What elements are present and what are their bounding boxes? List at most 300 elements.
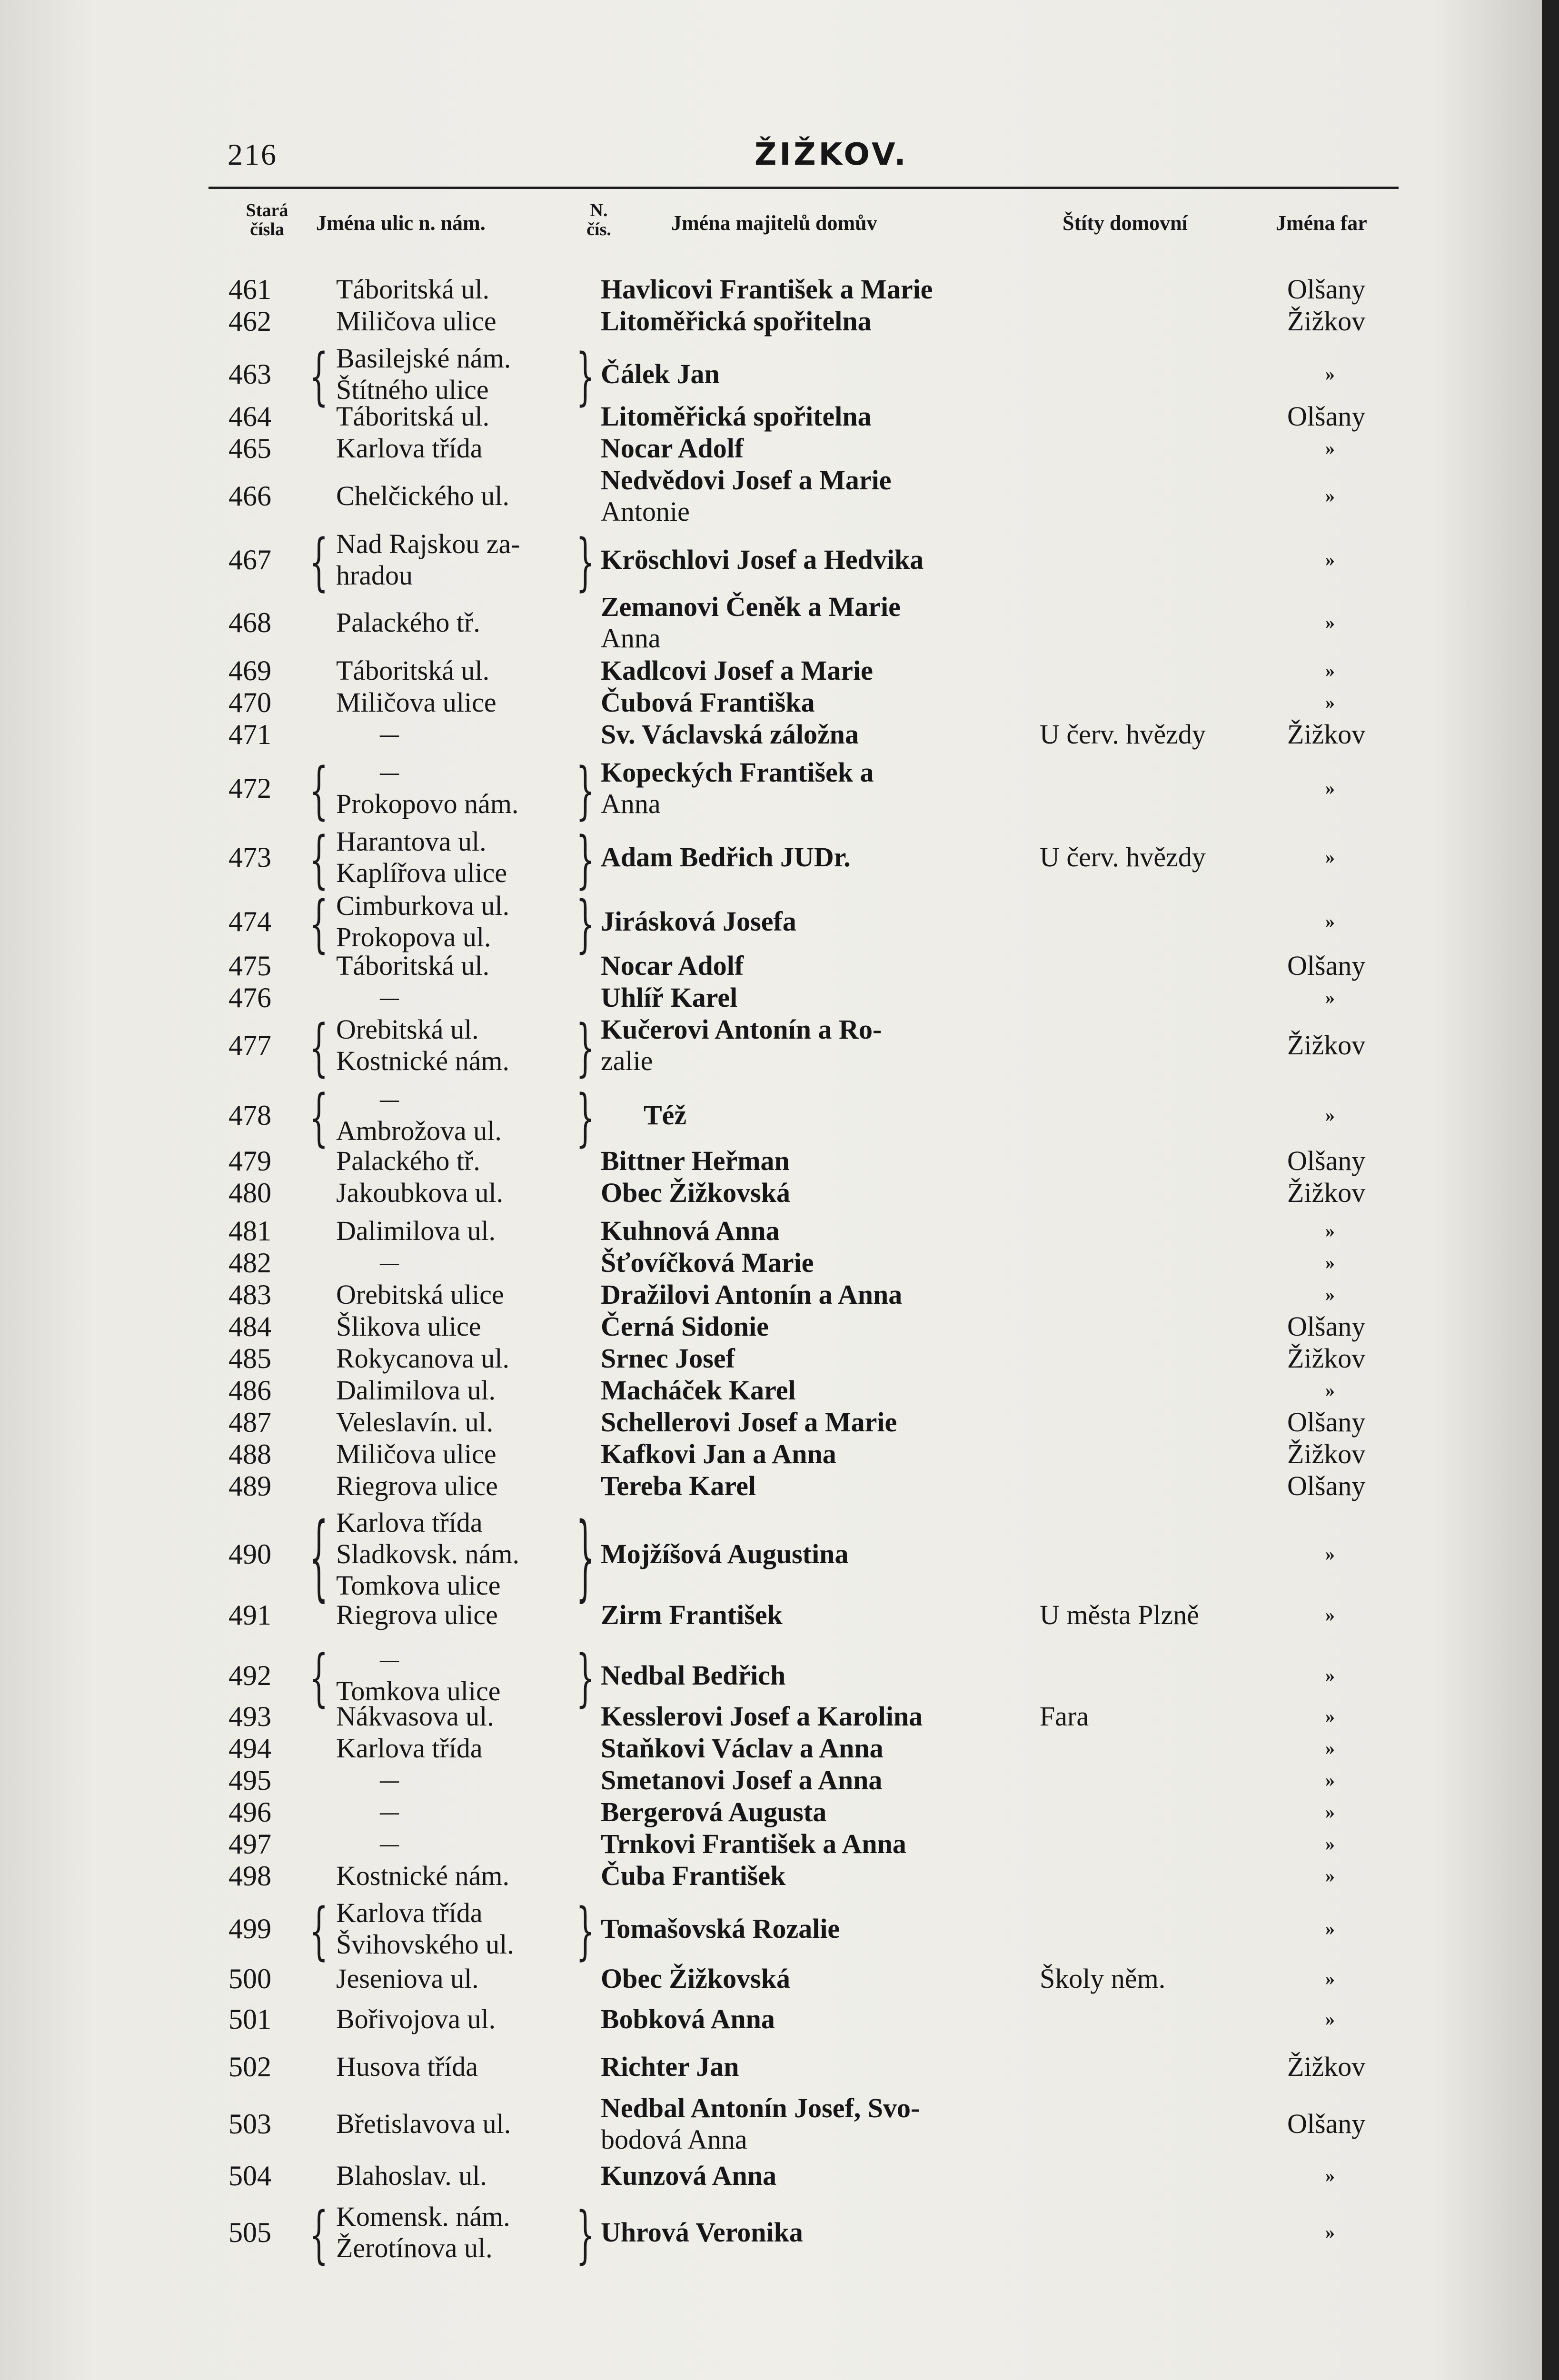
owner-cell	[601, 1796, 1020, 1828]
left-brace: {	[309, 1894, 328, 1967]
street-name: Nákvasova ul.	[336, 1701, 494, 1732]
owner-name: Kröschlovi Josef a Hedvika	[601, 544, 924, 575]
street-name: Cimburkova ul.	[336, 890, 510, 921]
owner-name: Havlicovi František a Marie	[601, 274, 933, 305]
street-name: —	[380, 762, 399, 783]
old-house-number: 468	[228, 607, 271, 638]
owner-name: Schellerovi Josef a Marie	[601, 1407, 897, 1438]
right-brace: }	[576, 339, 595, 413]
street-name: Veleslavín. ul.	[336, 1407, 494, 1438]
right-brace: }	[576, 1502, 595, 1612]
old-house-number: 487	[228, 1407, 271, 1438]
old-house-number: 484	[228, 1311, 271, 1342]
column-header-old-number	[241, 201, 293, 239]
street-name: Břetislavova ul.	[336, 2108, 511, 2139]
street-name: Ambrožova ul.	[336, 1115, 502, 1146]
street-cell	[336, 1407, 603, 1438]
left-brace: {	[309, 1502, 328, 1612]
street-name: —	[380, 1252, 399, 1273]
house-sign: U červ. hvězdy	[1040, 842, 1206, 873]
old-house-number: 467	[228, 544, 271, 575]
parish-name: »	[1325, 485, 1335, 506]
column-header-new-number-line2: čís.	[586, 219, 611, 239]
street-cell	[336, 890, 603, 953]
owner-name: Srnec Josef	[601, 1343, 735, 1374]
parish-name: »	[1325, 1801, 1335, 1823]
owner-name: Anna	[601, 788, 661, 819]
street-name: Táboritská ul.	[336, 274, 490, 305]
owner-name: Nocar Adolf	[601, 433, 744, 464]
owner-cell	[601, 1438, 1020, 1470]
owner-name: Čuba František	[601, 1860, 786, 1891]
parish-name: »	[1325, 777, 1335, 799]
parish-name: »	[1325, 660, 1335, 681]
street-cell	[336, 2201, 603, 2264]
owner-cell	[601, 655, 1020, 686]
owner-cell	[601, 982, 1020, 1013]
street-name: Tomkova ulice	[336, 1676, 501, 1706]
old-house-number: 505	[228, 2217, 271, 2248]
old-house-number: 466	[228, 480, 271, 512]
right-brace: }	[576, 1641, 595, 1714]
owner-name: Sv. Václavská záložna	[601, 719, 859, 750]
street-cell	[336, 1215, 603, 1247]
street-cell	[336, 1375, 603, 1406]
street-cell	[336, 1765, 603, 1796]
house-sign: U města Plzně	[1040, 1599, 1200, 1630]
owner-cell	[601, 1860, 1020, 1892]
street-name: —	[380, 1769, 399, 1791]
owner-cell	[601, 1014, 1020, 1077]
left-brace: {	[309, 525, 328, 598]
old-house-number: 496	[228, 1796, 271, 1828]
parish-name: Žižkov	[1287, 1343, 1366, 1374]
street-cell	[336, 1507, 603, 1601]
street-name: Blahoslav. ul.	[336, 2160, 487, 2191]
parish-name: »	[1325, 1220, 1335, 1241]
parish-name: Žižkov	[1287, 2051, 1366, 2082]
column-header-new-number-line1: N.	[590, 200, 608, 220]
owner-name: Trnkovi František a Anna	[601, 1828, 906, 1859]
owner-name: Nedbal Antonín Josef, Svo-	[601, 2092, 920, 2123]
street-name: —	[380, 724, 399, 745]
owner-name: Staňkovi Václav a Anna	[601, 1733, 884, 1764]
street-cell	[336, 1438, 603, 1470]
street-name: Harantova ul.	[336, 826, 487, 857]
street-name: Riegrova ulice	[336, 1470, 498, 1501]
old-house-number: 462	[228, 306, 271, 337]
owner-name: Černá Sidonie	[601, 1311, 769, 1342]
street-name: Rokycanova ul.	[336, 1343, 510, 1374]
owner-name: Litoměřická spořitelna	[601, 306, 872, 337]
parish-name: »	[1325, 1665, 1335, 1686]
owner-cell	[601, 906, 1020, 937]
street-name: Karlova třída	[336, 1897, 483, 1928]
owner-cell	[601, 1470, 1020, 1502]
street-name: Táboritská ul.	[336, 655, 490, 686]
parish-name: »	[1325, 1865, 1335, 1886]
owner-name: Kafkovi Jan a Anna	[601, 1438, 836, 1469]
parish-name: »	[1325, 1769, 1335, 1791]
street-name: Chelčického ul.	[336, 480, 510, 511]
parish-name: Olšany	[1287, 1311, 1366, 1342]
street-cell	[336, 950, 603, 982]
street-cell	[336, 719, 603, 750]
column-header-old-number-line1: Stará	[246, 200, 288, 220]
old-house-number: 474	[228, 906, 271, 937]
owner-name: Kadlcovi Josef a Marie	[601, 655, 873, 686]
left-brace: {	[309, 2198, 328, 2271]
owner-name: Tomašovská Rozalie	[601, 1913, 840, 1944]
owner-cell	[601, 306, 1020, 337]
owner-name: Mojžíšová Augustina	[601, 1538, 849, 1569]
street-cell	[336, 1311, 603, 1342]
parish-name: »	[1325, 1104, 1335, 1126]
street-cell	[336, 1279, 603, 1310]
owner-name: Obec Žižkovská	[601, 1177, 790, 1208]
owner-name: Anna	[601, 623, 661, 654]
street-cell	[336, 1796, 603, 1828]
old-house-number: 483	[228, 1279, 271, 1310]
owner-cell	[601, 1913, 1020, 1944]
street-name: Žerotínova ul.	[336, 2232, 493, 2263]
street-name: Bořivojova ul.	[336, 2003, 496, 2034]
old-house-number: 486	[228, 1375, 271, 1406]
street-name: Kaplířova ulice	[336, 857, 507, 888]
owner-name: Richter Jan	[601, 2051, 739, 2082]
column-header-house-signs: Štíty domovní	[1063, 211, 1188, 235]
parish-name: »	[1325, 846, 1335, 868]
owner-name: Smetanovi Josef a Anna	[601, 1765, 883, 1795]
parish-name: »	[1325, 1604, 1335, 1626]
column-header-owners: Jména majitelů domův	[671, 211, 877, 235]
street-cell	[336, 1145, 603, 1177]
right-brace: }	[576, 1011, 595, 1084]
left-brace: {	[309, 1011, 328, 1084]
parish-name: »	[1325, 692, 1335, 713]
owner-cell	[601, 591, 1020, 654]
street-name: Karlova třída	[336, 1507, 483, 1538]
street-cell	[336, 433, 603, 464]
owner-name: Adam Bedřich JUDr.	[601, 842, 851, 873]
street-cell	[336, 2160, 603, 2192]
old-house-number: 504	[228, 2160, 271, 2192]
street-cell	[336, 2051, 603, 2082]
old-house-number: 471	[228, 719, 271, 750]
page-edge-shadow	[1542, 0, 1559, 2380]
parish-name: Olšany	[1287, 1145, 1366, 1176]
parish-name: Žižkov	[1287, 1438, 1366, 1469]
street-cell	[336, 1644, 603, 1707]
old-house-number: 473	[228, 842, 271, 873]
old-house-number: 493	[228, 1701, 271, 1732]
owner-cell	[601, 842, 1020, 873]
parish-name: »	[1325, 1543, 1335, 1565]
owner-name: Nedvědovi Josef a Marie	[601, 465, 892, 496]
street-name: Švihovského ul.	[336, 1929, 514, 1960]
old-house-number: 476	[228, 982, 271, 1013]
column-header-new-number	[580, 201, 618, 239]
parish-name: »	[1325, 1737, 1335, 1759]
street-name: Tomkova ulice	[336, 1570, 501, 1601]
parish-name: »	[1325, 911, 1335, 932]
old-house-number: 477	[228, 1030, 271, 1061]
owner-cell	[601, 465, 1020, 527]
street-cell	[336, 1084, 603, 1147]
old-house-number: 492	[228, 1660, 271, 1691]
street-name: Komensk. nám.	[336, 2201, 510, 2232]
owner-cell	[601, 1599, 1020, 1631]
old-house-number: 480	[228, 1177, 271, 1209]
right-brace: }	[576, 1081, 595, 1154]
old-house-number: 498	[228, 1860, 271, 1892]
street-name: Jakoubkova ul.	[336, 1177, 504, 1208]
owner-name: Kuhnová Anna	[601, 1215, 780, 1246]
old-house-number: 502	[228, 2051, 271, 2082]
street-name: Nad Rajskou za-	[336, 528, 520, 559]
old-house-number: 463	[228, 358, 271, 390]
street-name: Kostnické nám.	[336, 1045, 510, 1076]
owner-cell	[601, 1215, 1020, 1247]
parish-name: »	[1325, 612, 1335, 633]
street-cell	[336, 2003, 603, 2035]
owner-cell	[601, 1145, 1020, 1177]
owner-cell	[601, 1375, 1020, 1406]
old-house-number: 501	[228, 2003, 271, 2035]
old-house-number: 479	[228, 1145, 271, 1177]
old-house-number: 491	[228, 1599, 271, 1631]
right-brace: }	[576, 1894, 595, 1967]
owner-cell	[601, 1733, 1020, 1764]
parish-name: »	[1325, 2008, 1335, 2030]
owner-cell	[601, 719, 1020, 750]
parish-name: Olšany	[1287, 274, 1366, 305]
old-house-number: 488	[228, 1438, 271, 1470]
owner-name: Jirásková Josefa	[601, 906, 796, 937]
street-cell	[336, 1470, 603, 1502]
street-cell	[336, 757, 603, 820]
owner-cell	[601, 1343, 1020, 1374]
old-house-number: 499	[228, 1913, 271, 1944]
street-cell	[336, 1599, 603, 1631]
street-name: —	[380, 987, 399, 1008]
parish-name: Olšany	[1287, 950, 1366, 981]
owner-name: Bergerová Augusta	[601, 1796, 827, 1827]
owner-cell	[601, 401, 1020, 432]
owner-cell	[601, 1538, 1020, 1570]
owner-name: bodová Anna	[601, 2124, 747, 2155]
street-name: —	[380, 1089, 399, 1110]
street-cell	[336, 1733, 603, 1764]
old-house-number: 482	[228, 1247, 271, 1279]
old-house-number: 461	[228, 274, 271, 305]
owner-cell	[601, 1177, 1020, 1209]
house-sign: Školy něm.	[1040, 1963, 1166, 1994]
page-number: 216	[228, 138, 278, 171]
old-house-number: 497	[228, 1828, 271, 1860]
street-name: Karlova třída	[336, 433, 483, 464]
owner-name: Kesslerovi Josef a Karolina	[601, 1701, 923, 1732]
street-cell	[336, 480, 603, 512]
left-brace: {	[309, 1641, 328, 1714]
street-name: Miličova ulice	[336, 687, 496, 718]
old-house-number: 489	[228, 1470, 271, 1502]
street-cell	[336, 401, 603, 432]
owner-cell	[601, 1311, 1020, 1342]
street-cell	[336, 1701, 603, 1732]
street-cell	[336, 1343, 603, 1374]
owner-cell	[601, 1765, 1020, 1796]
street-name: hradou	[336, 560, 413, 591]
owner-cell	[601, 1701, 1020, 1732]
owner-cell	[601, 950, 1020, 982]
owner-name: Kučerovi Antonín a Ro-	[601, 1014, 882, 1045]
house-sign: U červ. hvězdy	[1040, 719, 1206, 750]
owner-name: Obec Žižkovská	[601, 1963, 790, 1994]
running-title: ŽIŽKOV.	[755, 137, 909, 172]
owner-cell	[601, 1963, 1020, 1994]
old-house-number: 470	[228, 687, 271, 718]
parish-name: Olšany	[1287, 2108, 1366, 2139]
street-name: Táboritská ul.	[336, 401, 490, 432]
old-house-number: 465	[228, 433, 271, 464]
owner-name: Zirm František	[601, 1599, 783, 1630]
column-header-old-number-line2: čísla	[250, 219, 284, 239]
right-brace: }	[576, 823, 595, 896]
owner-cell	[601, 2160, 1020, 2192]
street-cell	[336, 1963, 603, 1994]
street-name: Štítného ulice	[336, 374, 489, 405]
street-cell	[336, 982, 603, 1013]
old-house-number: 485	[228, 1343, 271, 1374]
right-brace: }	[576, 525, 595, 598]
parish-name: »	[1325, 987, 1335, 1008]
street-name: Sladkovsk. nám.	[336, 1538, 520, 1569]
parish-name: »	[1325, 2165, 1335, 2186]
right-brace: }	[576, 2198, 595, 2271]
street-cell	[336, 1247, 603, 1279]
street-name: Dalimilova ul.	[336, 1215, 496, 1246]
owner-name: Nocar Adolf	[601, 950, 744, 981]
owner-name: Tereba Karel	[601, 1470, 756, 1501]
street-name: Táboritská ul.	[336, 950, 490, 981]
street-name: —	[380, 1649, 399, 1670]
owner-name: zalie	[601, 1045, 653, 1076]
owner-name: Uhlíř Karel	[601, 982, 738, 1013]
street-name: Šlikova ulice	[336, 1311, 481, 1342]
old-house-number: 472	[228, 773, 271, 804]
parish-name: »	[1325, 1379, 1335, 1401]
street-name: Palackého tř.	[336, 607, 480, 638]
street-name: Prokopova ul.	[336, 922, 491, 952]
parish-name: Žižkov	[1287, 306, 1366, 337]
street-name: Orebitská ulice	[336, 1279, 504, 1310]
owner-cell	[601, 1100, 1020, 1131]
owner-name: Bittner Heřman	[601, 1145, 790, 1176]
owner-cell	[601, 2092, 1020, 2155]
street-name: Kostnické nám.	[336, 1860, 510, 1891]
parish-name: Žižkov	[1287, 719, 1366, 750]
street-name: Palackého tř.	[336, 1145, 480, 1176]
owner-cell	[601, 2003, 1020, 2035]
street-name: —	[380, 1801, 399, 1823]
owner-name: Bobková Anna	[601, 2003, 775, 2034]
street-cell	[336, 687, 603, 718]
owner-name: Šťovíčková Marie	[601, 1247, 814, 1278]
street-cell	[336, 1897, 603, 1960]
parish-name: »	[1325, 1968, 1335, 1989]
owner-cell	[601, 1407, 1020, 1438]
street-name: —	[380, 1833, 399, 1854]
parish-name: Žižkov	[1287, 1030, 1366, 1061]
column-header-street: Jména ulic n. nám.	[316, 211, 486, 235]
street-cell	[336, 655, 603, 686]
left-brace: {	[309, 339, 328, 413]
owner-name: Nedbal Bedřich	[601, 1660, 786, 1691]
owner-cell	[601, 2051, 1020, 2082]
parish-name: »	[1325, 1918, 1335, 1939]
owner-name: Kunzová Anna	[601, 2160, 777, 2191]
owner-cell	[601, 757, 1020, 820]
right-brace: }	[576, 754, 595, 827]
left-brace: {	[309, 887, 328, 960]
old-house-number: 478	[228, 1100, 271, 1131]
street-cell	[336, 2108, 603, 2140]
street-name: Dalimilova ul.	[336, 1375, 496, 1406]
owner-cell	[601, 1247, 1020, 1279]
street-cell	[336, 306, 603, 337]
parish-name: »	[1325, 1284, 1335, 1305]
street-cell	[336, 528, 603, 591]
parish-name: »	[1325, 1706, 1335, 1727]
owner-cell	[601, 1279, 1020, 1310]
street-cell	[336, 607, 603, 638]
old-house-number: 503	[228, 2108, 271, 2140]
owner-cell	[601, 274, 1020, 305]
owner-cell	[601, 687, 1020, 718]
parish-name: »	[1325, 437, 1335, 459]
street-name: Miličova ulice	[336, 306, 496, 337]
left-brace: {	[309, 754, 328, 827]
street-name: Jeseniova ul.	[336, 1963, 479, 1994]
left-brace: {	[309, 1081, 328, 1154]
parish-name: »	[1325, 363, 1335, 385]
street-cell	[336, 826, 603, 889]
old-house-number: 475	[228, 950, 271, 982]
street-cell	[336, 1860, 603, 1892]
house-sign: Fara	[1040, 1701, 1089, 1732]
column-header-parish: Jména far	[1276, 211, 1367, 235]
street-name: Prokopovo nám.	[336, 788, 519, 819]
parish-name: Žižkov	[1287, 1177, 1366, 1208]
street-cell	[336, 343, 603, 406]
parish-name: »	[1325, 1833, 1335, 1854]
owner-name: Uhrová Veronika	[601, 2217, 803, 2248]
old-house-number: 494	[228, 1733, 271, 1764]
owner-name: Antonie	[601, 496, 690, 527]
owner-name: Čubová Františka	[601, 687, 815, 718]
parish-name: Olšany	[1287, 401, 1366, 432]
street-name: Basilejské nám.	[336, 343, 511, 374]
old-house-number: 490	[228, 1538, 271, 1570]
old-house-number: 481	[228, 1215, 271, 1247]
street-name: Orebitská ul.	[336, 1014, 479, 1045]
old-house-number: 469	[228, 655, 271, 686]
owner-cell	[601, 544, 1020, 575]
parish-name: Olšany	[1287, 1470, 1366, 1501]
owner-cell	[601, 358, 1020, 390]
street-cell	[336, 274, 603, 305]
